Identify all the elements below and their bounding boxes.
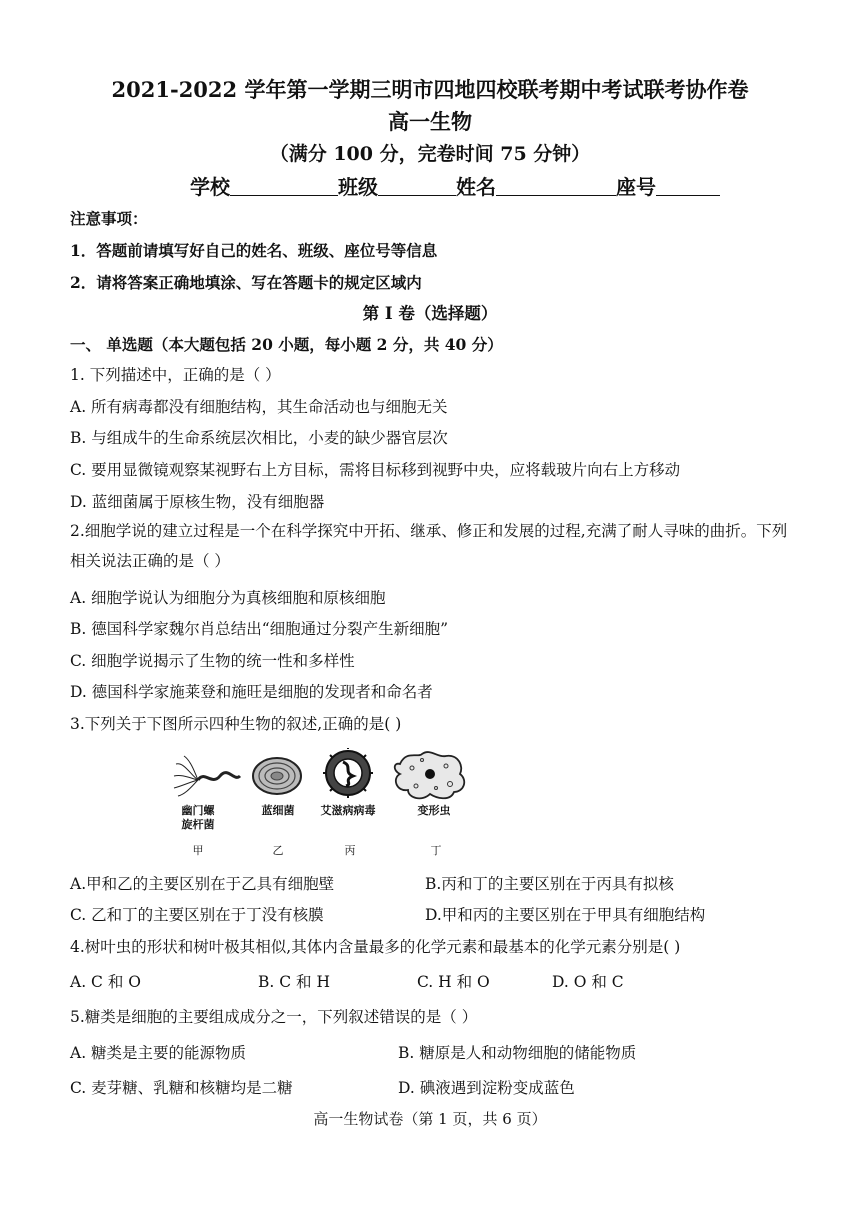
question-3-option: A.甲和乙的主要区别在于乙具有细胞壁 (70, 875, 335, 893)
question-5-option: A. 糖类是主要的能源物质 (70, 1044, 247, 1062)
part-heading: 一、 单选题（本大题包括 20 小题，每小题 2 分，共 40 分） (70, 335, 503, 354)
question-3-option: D.甲和丙的主要区别在于甲具有细胞结构 (425, 906, 706, 924)
question-4-stem: 4.树叶虫的形状和树叶极其相似,其体内含量最多的化学元素和最基本的化学元素分别是( ) (70, 938, 681, 956)
question-1-stem: 1. 下列描述中，正确的是（ ） (70, 366, 281, 384)
question-2-stem: 2.细胞学说的建立过程是一个在科学探究中开拓、继承、修正和发展的过程,充满了耐人寻味的曲折。下列相关说法正确的是（ ） (70, 522, 788, 570)
class-label: 班级 (338, 175, 378, 199)
question-3-option: C. 乙和丁的主要区别在于丁没有核膜 (70, 906, 324, 924)
school-label: 学校 (190, 175, 230, 199)
student-info-line (190, 171, 750, 200)
question-2-option: C. 细胞学说揭示了生物的统一性和多样性 (70, 652, 355, 670)
question-3-stem: 3.下列关于下图所示四种生物的叙述,正确的是( ) (70, 715, 402, 733)
exam-title: 2021-2022 学年第一学期三明市四地四校联考期中考试联考协作卷 (111, 77, 749, 102)
seat-label: 座号 (616, 175, 656, 199)
amoeba-drawing (395, 752, 465, 798)
question-4-option: C. H 和 O (417, 973, 490, 991)
caption-hiv: 艾滋病病毒 (320, 804, 376, 817)
school-blank (230, 175, 338, 196)
cyanobacteria-drawing (253, 758, 301, 794)
question-2-option: D. 德国科学家施莱登和施旺是细胞的发现者和命名者 (70, 683, 433, 701)
seat-blank (656, 175, 720, 196)
question-2-option: A. 细胞学说认为细胞分为真核细胞和原核细胞 (70, 589, 386, 607)
exam-subject: 高一生物 (388, 109, 472, 134)
question-1-option: B. 与组成牛的生命系统层次相比，小麦的缺少器官层次 (70, 429, 448, 447)
class-blank (378, 175, 456, 196)
label-yi: 乙 (272, 844, 284, 857)
helicobacter-drawing (174, 756, 240, 796)
page-footer: 高一生物试卷（第 1 页，共 6 页） (313, 1110, 547, 1128)
question-1-option: A. 所有病毒都没有细胞结构，其生命活动也与细胞无关 (70, 398, 448, 416)
name-blank (496, 175, 616, 196)
question-4-option: A. C 和 O (70, 973, 141, 991)
label-ding: 丁 (430, 844, 442, 857)
label-jia: 甲 (192, 844, 204, 857)
question-5-option: D. 碘液遇到淀粉变成蓝色 (398, 1079, 575, 1097)
label-bing: 丙 (344, 844, 356, 857)
note-item: 1．答题前请填写好自己的姓名、班级、座位号等信息 (70, 241, 438, 260)
question-2-option: B. 德国科学家魏尔肖总结出“细胞通过分裂产生新细胞” (70, 620, 449, 638)
question-5-option: C. 麦芽糖、乳糖和核糖均是二糖 (70, 1079, 293, 1097)
hiv-drawing (323, 748, 373, 798)
exam-score-time: （满分 100 分，完卷时间 75 分钟） (269, 143, 591, 165)
question-5-stem: 5.糖类是细胞的主要组成成分之一，下列叙述错误的是（ ） (70, 1008, 478, 1026)
notes-heading: 注意事项： (70, 209, 148, 228)
organisms-figure (160, 748, 490, 860)
note-item: 2．请将答案正确地填涂、写在答题卡的规定区域内 (70, 273, 422, 292)
question-4-option: B. C 和 H (258, 973, 330, 991)
question-3-option: B.丙和丁的主要区别在于丙具有拟核 (425, 875, 674, 893)
question-1-option: C. 要用显微镜观察某视野右上方目标，需将目标移到视野中央，应将载玻片向右上方移动 (70, 461, 681, 479)
name-label: 姓名 (456, 175, 496, 199)
section-title: 第 I 卷（选择题） (362, 304, 498, 323)
caption-amoeba: 变形虫 (417, 804, 451, 817)
caption-helicobacter: 幽门螺 旋杆菌 (181, 804, 215, 831)
question-5-option: B. 糖原是人和动物细胞的储能物质 (398, 1044, 637, 1062)
caption-cyanobacteria: 蓝细菌 (261, 804, 295, 817)
question-4-option: D. O 和 C (552, 973, 624, 991)
question-1-option: D. 蓝细菌属于原核生物，没有细胞器 (70, 493, 325, 511)
